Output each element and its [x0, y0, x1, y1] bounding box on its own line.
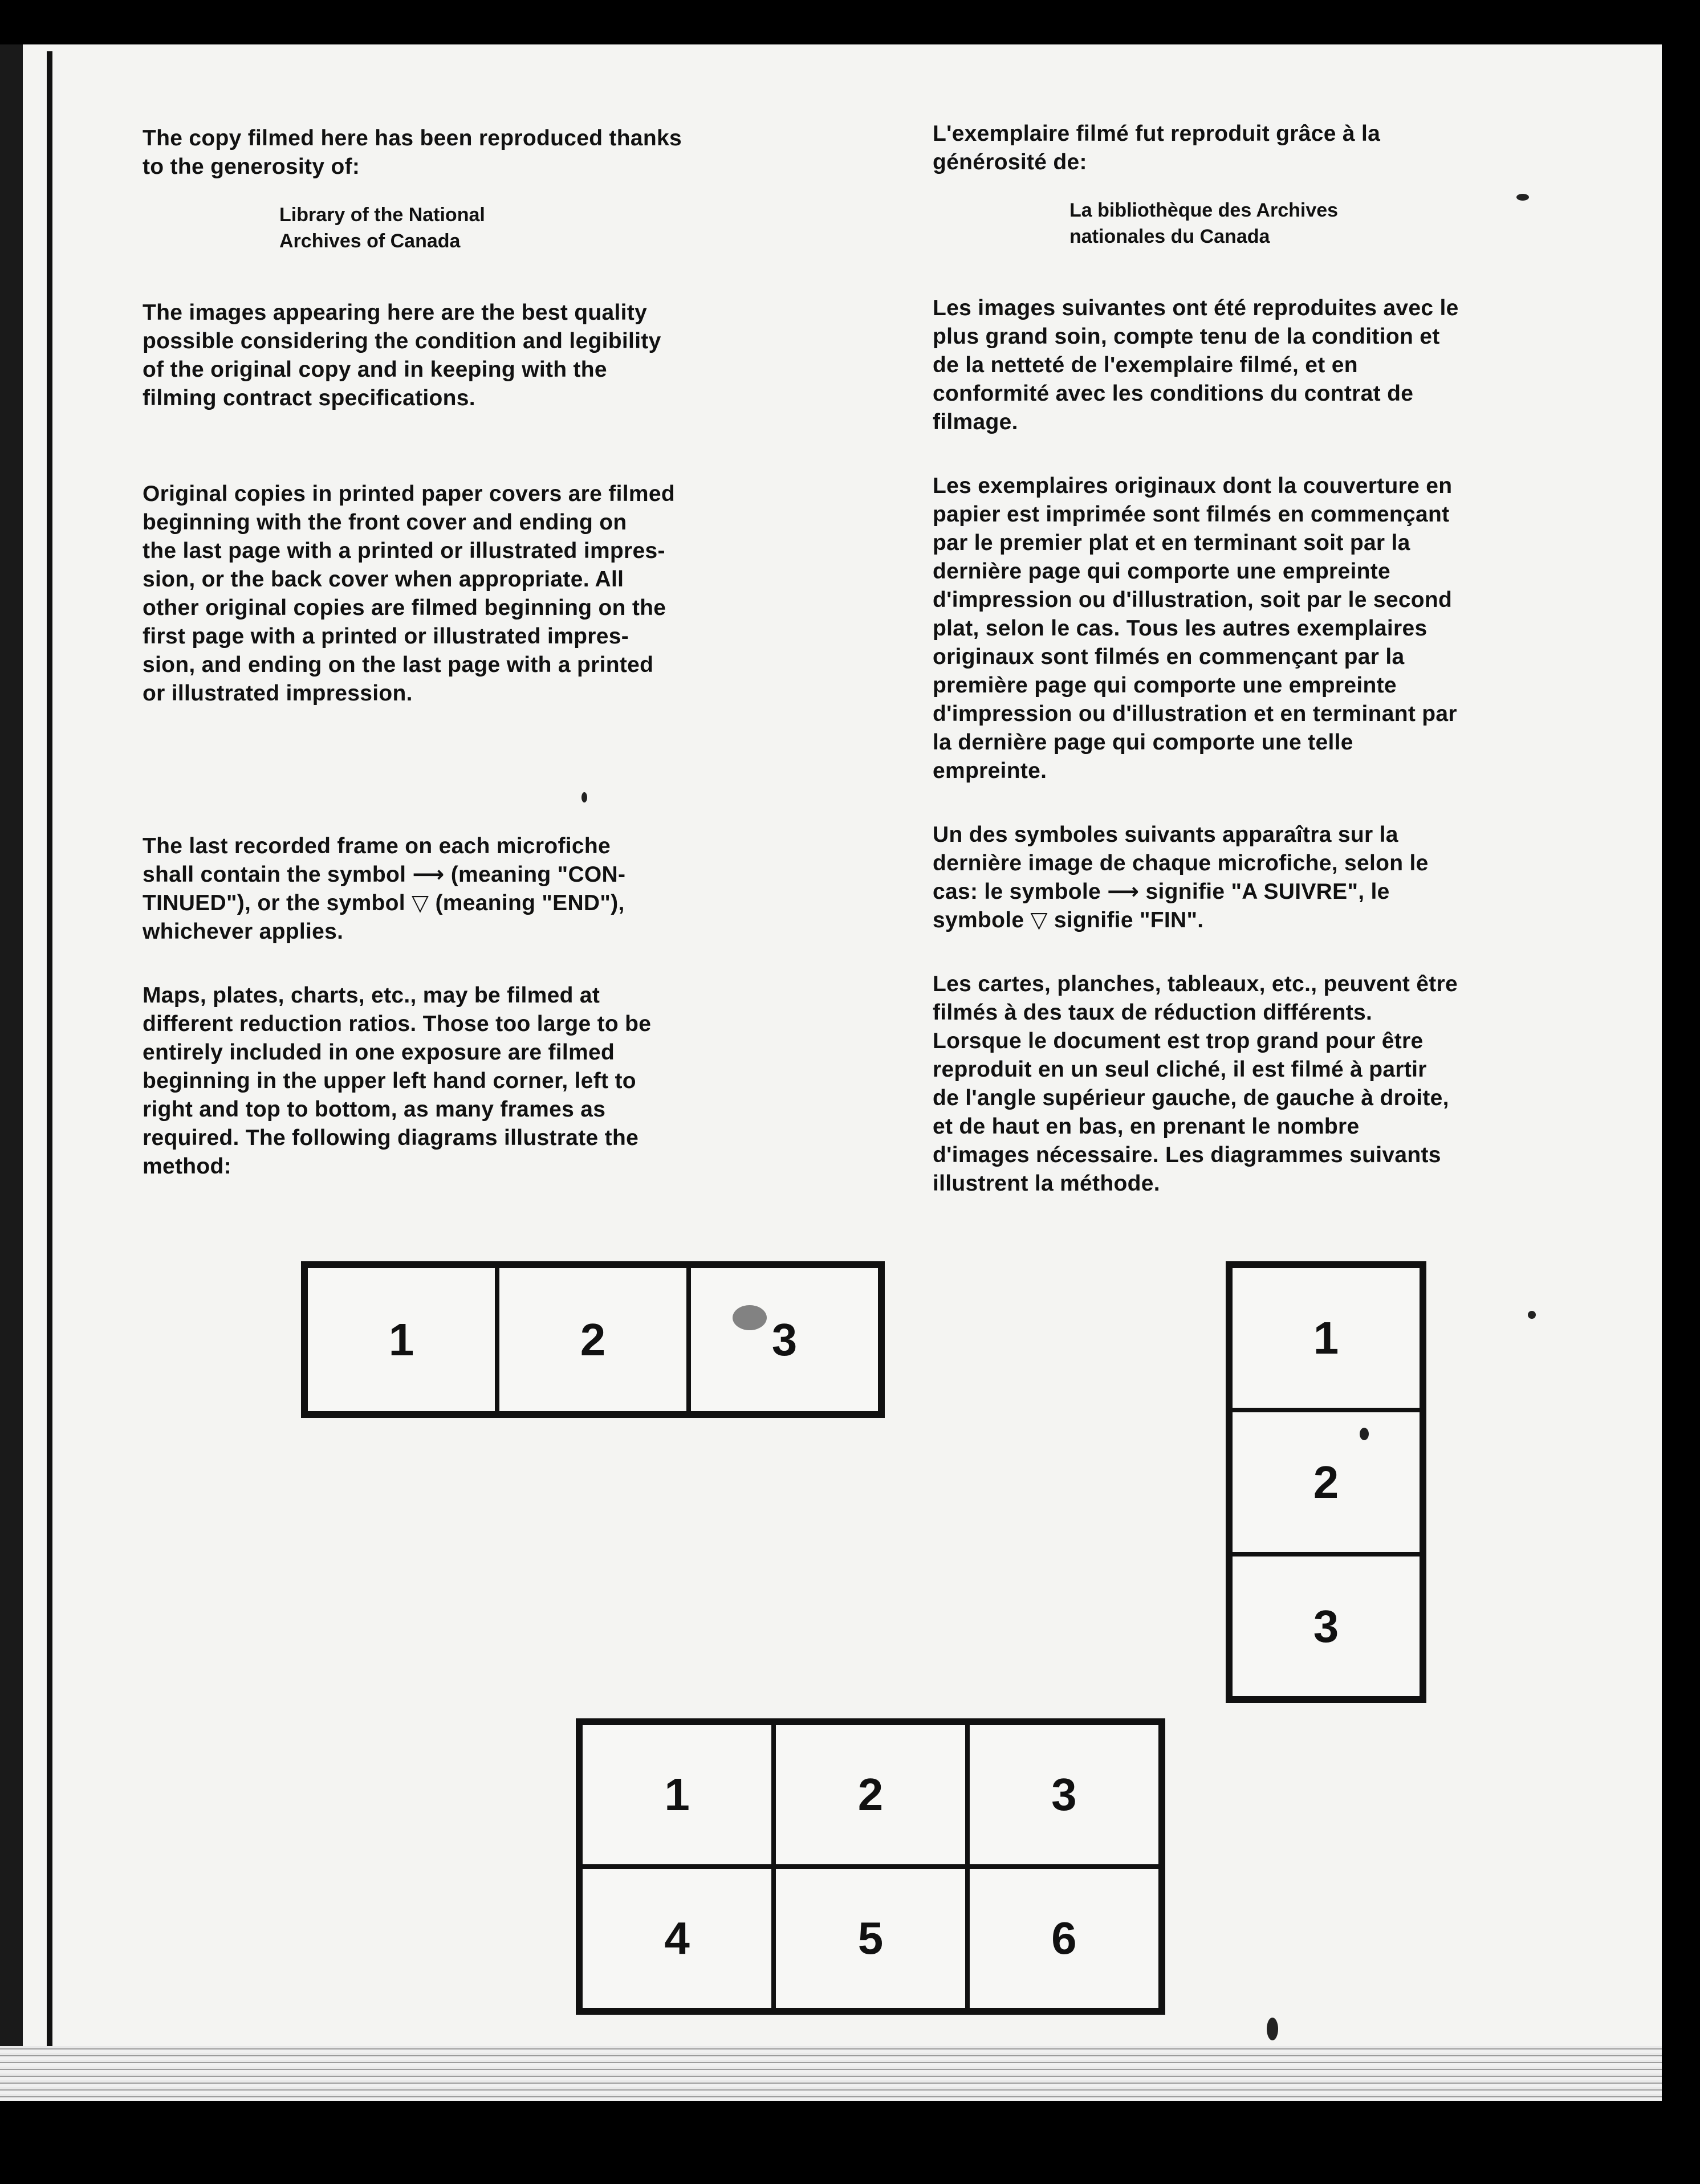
frame-cell: 2	[774, 1723, 967, 1867]
film-speck	[733, 1305, 767, 1330]
frame-cell: 1	[1230, 1266, 1422, 1410]
frame-cell: 2	[497, 1266, 689, 1413]
film-speck	[1528, 1311, 1536, 1319]
film-margin	[0, 44, 23, 2056]
library-en: Library of the National Archives of Canada	[279, 204, 485, 252]
frame-cell: 5	[774, 1867, 967, 2010]
film-bottom-strip	[0, 2046, 1662, 2101]
intro-fr: L'exemplaire filmé fut reproduit grâce à la générosité de:	[933, 121, 1381, 174]
film-speck	[1267, 2018, 1278, 2040]
film-speck	[1516, 194, 1529, 201]
diagram-vertical-frames	[1226, 1261, 1426, 1703]
intro-en: The copy filmed here has been reproduced thanks to the generosity of:	[143, 126, 682, 179]
quality-fr: Les images suivantes ont été reproduites avec le plus grand soin, compte tenu de la condition et de la netteté de l'exemplaire filmé, et en conformité avec les conditions du contrat de filmage.	[933, 296, 1459, 434]
film-speck	[581, 792, 587, 802]
diagram-grid-frames	[576, 1718, 1165, 2015]
maps-fr: Les cartes, planches, tableaux, etc., peuvent être filmés à des taux de réduction différents. Lorsque le document est trop grand pour être reproduit en un seul cliché, il est filmé à partir de l'angle supérieur gauche, de gauche à droite, et de haut en bas, en prenant le nombre d'images nécessaire. Les diagrammes suivants illustrent la méthode.	[933, 972, 1458, 1196]
frame-cell: 1	[580, 1723, 774, 1867]
film-speck	[1360, 1428, 1369, 1440]
frame-cell: 3	[689, 1266, 880, 1413]
frame-cell: 3	[1230, 1554, 1422, 1698]
film-edge-line	[47, 51, 52, 2046]
diagram-horizontal-frames	[301, 1261, 885, 1418]
frame-cell: 2	[1230, 1410, 1422, 1554]
english-column	[143, 124, 792, 1181]
symbols-en: The last recorded frame on each microfiche shall contain the symbol ⟶ (meaning "CON- TINUED"), or the symbol ▽ (meaning "END"), whichever applies.	[143, 834, 626, 944]
originals-en: Original copies in printed paper covers are filmed beginning with the front cover and ending on the last page with a printed or illustrated impres- sion, or the back cover when appropriate. All other original copies are filmed beginning on the first page with a printed or illustrated impres- sion, and ending on the last page with a printed or illustrated impression.	[143, 482, 675, 706]
quality-en: The images appearing here are the best quality possible considering the condition and legibility of the original copy and in keeping with the filming contract specifications.	[143, 300, 661, 410]
frame-cell: 1	[306, 1266, 497, 1413]
french-column	[933, 120, 1583, 1198]
maps-en: Maps, plates, charts, etc., may be filmed at different reduction ratios. Those too large to be entirely included in one exposure are filmed beginning in the upper left hand corner, left to right and top to bottom, as many frames as required. The following diagrams illustrate the method:	[143, 983, 652, 1179]
frame-cell: 4	[580, 1867, 774, 2010]
frame-cell: 3	[967, 1723, 1161, 1867]
originals-fr: Les exemplaires originaux dont la couverture en papier est imprimée sont filmés en commençant par le premier plat et en terminant soit par la dernière page qui comporte une empreinte d'impression ou d'illustration, soit par le second plat, selon le cas. Tous les autres exemplaires originaux sont filmés en commençant par la première page qui comporte une empreinte d'impression ou d'illustration et en terminant par la dernière page qui comporte une telle empreinte.	[933, 474, 1457, 783]
library-fr: La bibliothèque des Archives nationales du Canada	[1069, 199, 1339, 247]
frame-cell: 6	[967, 1867, 1161, 2010]
symbols-fr: Un des symboles suivants apparaîtra sur la dernière image de chaque microfiche, selon le cas: le symbole ⟶ signifie "A SUIVRE", le symbole ▽ signifie "FIN".	[933, 822, 1429, 932]
